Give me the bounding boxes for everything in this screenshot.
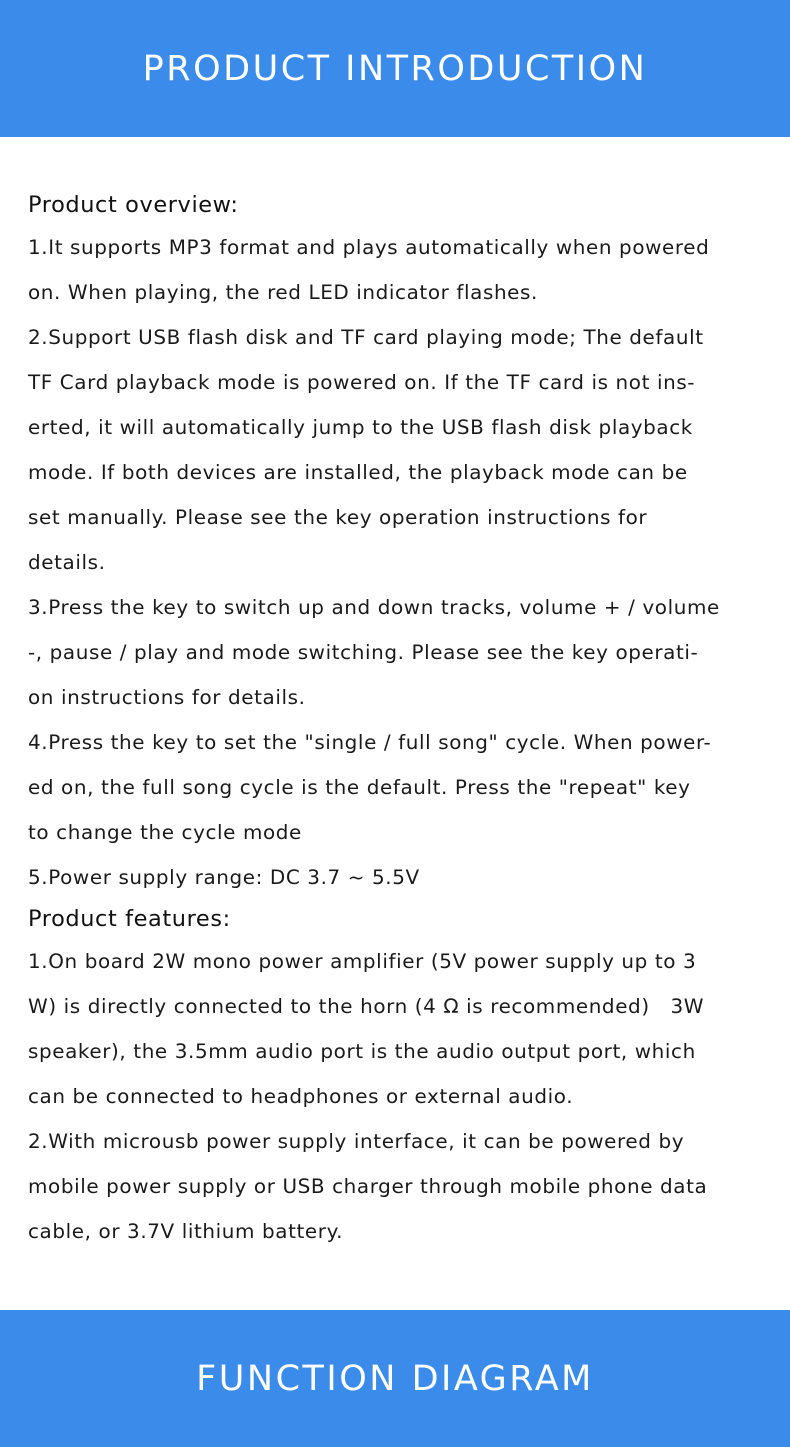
text-line: 4.Press the key to set the "single / full song" cycle. When power-: [28, 730, 712, 754]
text-line: -, pause / play and mode switching. Please see the key operati-: [28, 640, 699, 664]
overview-text: [28, 225, 790, 900]
text-line: set manually. Please see the key operation instructions for: [28, 505, 648, 529]
text-line: cable, or 3.7V lithium battery.: [28, 1219, 344, 1243]
text-line: 1.It supports MP3 format and plays automatically when powered: [28, 235, 710, 259]
footer-banner: [0, 1310, 790, 1447]
section-title: FUNCTION DIAGRAM: [196, 1358, 594, 1399]
text-line: speaker), the 3.5mm audio port is the audio output port, which: [28, 1039, 696, 1063]
page-title: PRODUCT INTRODUCTION: [142, 48, 648, 89]
features-text: [28, 939, 790, 1254]
content-area: [28, 186, 790, 1254]
text-line: 1.On board 2W mono power amplifier (5V power supply up to 3: [28, 949, 697, 973]
text-line: erted, it will automatically jump to the USB flash disk playback: [28, 415, 693, 439]
text-line: ed on, the full song cycle is the default. Press the "repeat" key: [28, 775, 691, 799]
text-line: can be connected to headphones or external audio.: [28, 1084, 574, 1108]
features-heading: Product features:: [28, 906, 231, 932]
text-line: 5.Power supply range: DC 3.7 ~ 5.5V: [28, 865, 420, 889]
text-line: to change the cycle mode: [28, 820, 302, 844]
text-line: details.: [28, 550, 106, 574]
text-line: on instructions for details.: [28, 685, 306, 709]
text-line: W) is directly connected to the horn (4 Ω is recommended) 3W: [28, 994, 705, 1018]
text-line: mobile power supply or USB charger through mobile phone data: [28, 1174, 708, 1198]
overview-heading: Product overview:: [28, 192, 239, 218]
text-line: 2.With microusb power supply interface, it can be powered by: [28, 1129, 685, 1153]
header-banner: [0, 0, 790, 137]
text-line: TF Card playback mode is powered on. If the TF card is not ins-: [28, 370, 696, 394]
text-line: on. When playing, the red LED indicator flashes.: [28, 280, 538, 304]
text-line: 3.Press the key to switch up and down tracks, volume + / volume: [28, 595, 720, 619]
text-line: mode. If both devices are installed, the playback mode can be: [28, 460, 688, 484]
text-line: 2.Support USB flash disk and TF card playing mode; The default: [28, 325, 704, 349]
